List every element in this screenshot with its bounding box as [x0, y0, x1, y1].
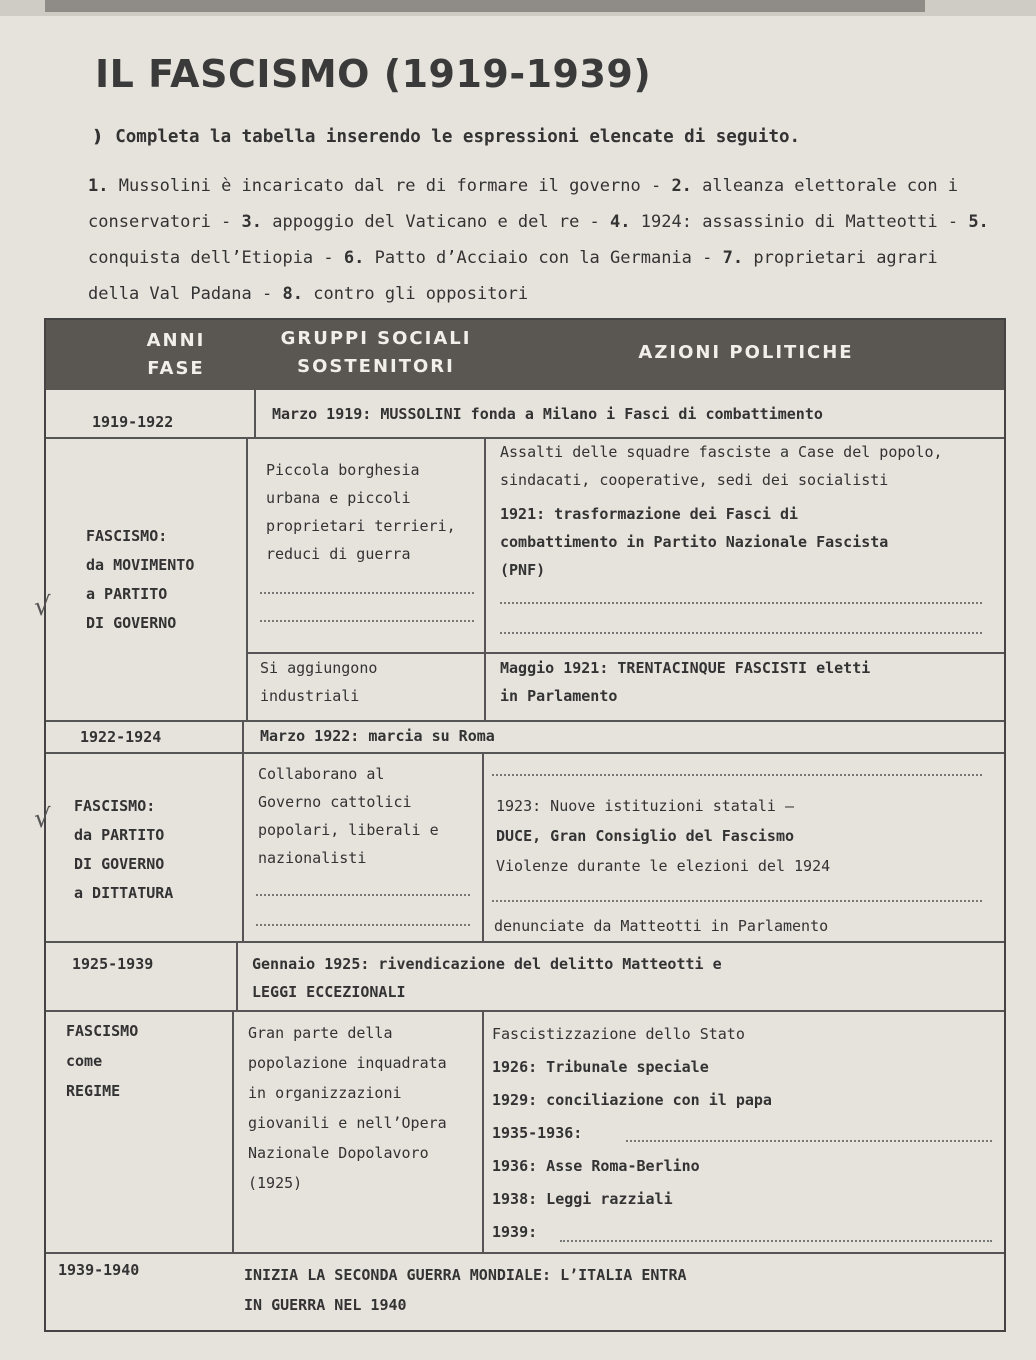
- fill-in-blank[interactable]: [560, 1240, 992, 1242]
- item-text: Mussolini è incaricato dal re di formare il governo -: [118, 176, 662, 196]
- phase-line: FASCISMO:: [86, 527, 168, 545]
- exercise-marker-icon: ❫: [90, 127, 105, 147]
- groups-1922: [258, 760, 439, 872]
- fill-in-blank[interactable]: [492, 900, 982, 902]
- check-mark-icon: √: [34, 804, 51, 834]
- fill-in-blank[interactable]: [260, 592, 474, 594]
- phase-line: a PARTITO: [86, 585, 168, 603]
- action-1936: 1936: Asse Roma-Berlino: [492, 1157, 700, 1175]
- item-number: 8.: [282, 284, 303, 304]
- event-1922: Marzo 1922: marcia su Roma: [260, 727, 495, 745]
- groups-1919: [266, 456, 456, 568]
- phase-line: DI GOVERNO: [86, 614, 177, 632]
- actions-1921: [500, 500, 1000, 584]
- group-line: Governo cattolici: [258, 793, 412, 811]
- action-line: sindacati, cooperative, sedi dei socialisti: [500, 471, 889, 489]
- check-mark-icon: √: [34, 592, 51, 622]
- years-1919-1922: 1919-1922: [92, 413, 174, 431]
- event-line: Gennaio 1925: rivendicazione del delitto Matteotti e: [252, 955, 722, 973]
- action-line: Assalti delle squadre fasciste a Case del popolo,: [500, 443, 943, 461]
- page-top-edge: [0, 0, 1036, 16]
- phase-line: REGIME: [66, 1082, 121, 1100]
- event-1925: [252, 950, 992, 1006]
- col-divider: [482, 1010, 484, 1253]
- group-line: popolari, liberali e: [258, 821, 439, 839]
- page-binding-strip: [45, 0, 925, 12]
- header-anni: ANNI: [146, 330, 206, 351]
- groups-industriali: [260, 654, 377, 710]
- groups-1925: [248, 1018, 447, 1198]
- event-line: INIZIA LA SECONDA GUERRA MONDIALE: L’ITALIA ENTRA: [244, 1266, 687, 1284]
- row-divider: [46, 941, 1004, 943]
- event-line: IN GUERRA NEL 1940: [244, 1296, 407, 1314]
- action-line: (PNF): [500, 561, 546, 579]
- item-number: 7.: [722, 248, 744, 268]
- action-1926: 1926: Tribunale speciale: [492, 1058, 709, 1076]
- phase-regime: [66, 1016, 138, 1106]
- exercise-instruction: [90, 127, 990, 147]
- col-divider: [484, 437, 486, 720]
- phase-line: a DITTATURA: [74, 884, 174, 902]
- item-text: conquista dell’Etiopia -: [88, 248, 334, 268]
- group-line: in organizzazioni: [248, 1084, 402, 1102]
- action-line: Maggio 1921: TRENTACINQUE FASCISTI eletti: [500, 659, 871, 677]
- header-azioni: AZIONI POLITICHE: [638, 342, 854, 363]
- phase-line: FASCISMO:: [74, 797, 156, 815]
- fill-in-blank[interactable]: [260, 620, 474, 622]
- col-divider: [232, 1010, 234, 1253]
- item-text: alleanza elettorale con i conservatori -: [88, 176, 959, 232]
- fill-in-blank[interactable]: [492, 774, 982, 776]
- instruction-text: Completa la tabella inserendo le espressioni elencate di seguito.: [115, 127, 801, 147]
- years-1939-1940: 1939-1940: [58, 1261, 140, 1279]
- col-divider: [242, 752, 244, 942]
- row-divider: [46, 1010, 1004, 1012]
- col-divider: [482, 752, 484, 942]
- phase-line: DI GOVERNO: [74, 855, 165, 873]
- phase-dittatura: [74, 792, 173, 908]
- group-line: reduci di guerra: [266, 545, 411, 563]
- event-1939: [244, 1260, 994, 1320]
- fill-in-blank[interactable]: [500, 602, 982, 604]
- action-line: combattimento in Partito Nazionale Fascista: [500, 533, 889, 551]
- phase-line: FASCISMO: [66, 1022, 139, 1040]
- group-line: Si aggiungono: [260, 659, 378, 677]
- actions-matteotti: denunciate da Matteotti in Parlamento: [494, 917, 829, 935]
- group-line: (1925): [248, 1174, 303, 1192]
- item-text: proprietari agrari della Val Padana -: [88, 248, 938, 304]
- item-text: 1924: assassinio di Matteotti -: [640, 212, 959, 232]
- group-line: Nazionale Dopolavoro: [248, 1144, 429, 1162]
- action-line: in Parlamento: [500, 687, 618, 705]
- header-sostenitori: SOSTENITORI: [297, 356, 455, 377]
- item-text: appoggio del Vaticano e del re -: [272, 212, 600, 232]
- item-number: 2.: [671, 176, 692, 196]
- group-line: urbana e piccoli: [266, 489, 411, 507]
- action-fascistizzazione: Fascistizzazione dello Stato: [492, 1025, 745, 1043]
- group-line: industriali: [260, 687, 360, 705]
- col-divider: [242, 720, 244, 754]
- group-line: nazionalisti: [258, 849, 367, 867]
- header-gruppi: GRUPPI SOCIALI: [280, 328, 472, 349]
- fill-in-blank[interactable]: [256, 924, 470, 926]
- fill-in-blank[interactable]: [256, 894, 470, 896]
- item-text: contro gli oppositori: [313, 284, 529, 304]
- action-line: 1921: trasformazione dei Fasci di: [500, 505, 799, 523]
- actions-1919: [500, 438, 1000, 494]
- event-1919: Marzo 1919: MUSSOLINI fonda a Milano i Fasci di combattimento: [272, 405, 823, 423]
- row-divider: [46, 752, 1004, 754]
- actions-1921-elections: [500, 654, 1000, 710]
- action-1939: 1939:: [492, 1223, 538, 1241]
- phase-line: come: [66, 1052, 103, 1070]
- group-line: Piccola borghesia: [266, 461, 420, 479]
- col-divider: [254, 390, 256, 438]
- group-line: Collaborano al: [258, 765, 385, 783]
- action-1938: 1938: Leggi razziali: [492, 1190, 673, 1208]
- group-line: popolazione inquadrata: [248, 1054, 447, 1072]
- group-line: giovanili e nell’Opera: [248, 1114, 447, 1132]
- fill-in-blank[interactable]: [626, 1140, 992, 1142]
- item-text: Patto d’Acciaio con la Germania -: [374, 248, 713, 268]
- table-header: [46, 320, 1004, 390]
- col-divider: [246, 437, 248, 720]
- action-1935: 1935-1936:: [492, 1124, 583, 1142]
- row-divider: [46, 1252, 1004, 1254]
- page-title: IL FASCISMO (1919-1939): [95, 52, 652, 96]
- group-line: Gran parte della: [248, 1024, 393, 1042]
- actions-duce: DUCE, Gran Consiglio del Fascismo: [496, 827, 795, 845]
- phase-line: da MOVIMENTO: [86, 556, 195, 574]
- action-1929: 1929: conciliazione con il papa: [492, 1091, 772, 1109]
- header-fase: FASE: [147, 358, 205, 379]
- group-line: proprietari terrieri,: [266, 517, 456, 535]
- item-number: 3.: [241, 212, 263, 232]
- phase-line: da PARTITO: [74, 826, 165, 844]
- years-1925-1939: 1925-1939: [72, 955, 154, 973]
- fascism-table: [34, 318, 1006, 1332]
- phase-movimento: [86, 522, 194, 638]
- fill-in-blank[interactable]: [500, 632, 982, 634]
- actions-1923: 1923: Nuove istituzioni statali –: [496, 797, 795, 815]
- item-number: 5.: [968, 212, 989, 232]
- expression-list: [88, 168, 998, 312]
- item-number: 1.: [88, 176, 109, 196]
- event-line: LEGGI ECCEZIONALI: [252, 983, 406, 1001]
- actions-violenze: Violenze durante le elezioni del 1924: [496, 857, 831, 875]
- years-1922-1924: 1922-1924: [80, 728, 162, 746]
- item-number: 4.: [610, 212, 631, 232]
- item-number: 6.: [343, 248, 365, 268]
- col-divider: [236, 941, 238, 1011]
